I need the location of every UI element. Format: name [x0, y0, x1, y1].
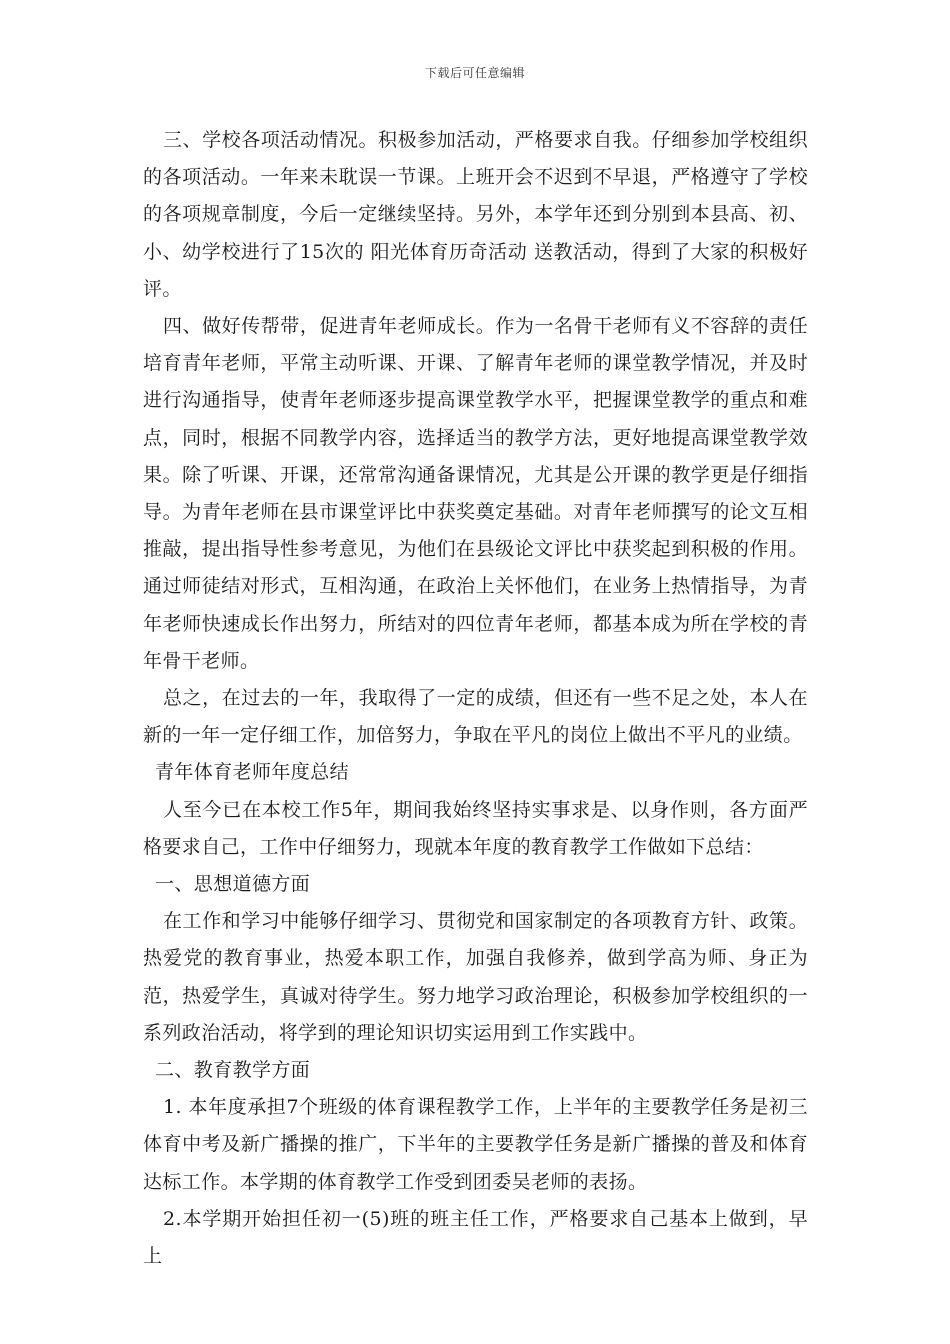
document-body — [143, 122, 808, 1275]
paragraph-intro: 人至今已在本校工作5年，期间我始终坚持实事求是、以身作则，各方面严格要求自己，工作中仔细努力，现就本年度的教育教学工作做如下总结： — [143, 798, 808, 858]
section-heading-ethics: 一、思想道德方面 — [155, 873, 311, 896]
paragraph-teaching-2: 2.本学期开始担任初一(5)班的班主任工作，严格要求自己基本上做到，早上 — [143, 1207, 808, 1268]
paragraph-ethics: 在工作和学习中能够仔细学习、贯彻党和国家制定的各项教育方针、政策。热爱党的教育事业，热爱本职工作，加强自我修养，做到学高为师、身正为范，热爱学生，真诚对待学生。努力地学习政治理论，积极参加学校组织的一系列政治活动，将学到的理论知识切实运用到工作实践中。 — [143, 910, 808, 1044]
paragraph-teaching-1: 1. 本年度承担7个班级的体育课程教学工作，上半年的主要教学任务是初三体育中考及新广播操的推广，下半年的主要教学任务是新广播操的普及和体育达标工作。本学期的体育教学工作受到团委吴老师的表扬。 — [143, 1096, 808, 1193]
paragraph-mentoring: 四、做好传帮带，促进青年老师成长。作为一名骨干老师有义不容辞的责任培育青年老师，平常主动听课、开课、了解青年老师的课堂教学情况，并及时进行沟通指导，使青年老师逐步提高课堂教学水平，把握课堂教学的重点和难点，同时，根据不同教学内容，选择适当的教学方法，更好地提高课堂教学效果。除了听课、开课，还常常沟通备课情况，尤其是公开课的教学更是仔细指导。为青年老师在县市课堂评比中获奖奠定基础。对青年老师撰写的论文互相推敲，提出指导性参考意见，为他们在县级论文评比中获奖起到积极的作用。通过师徒结对形式，互相沟通，在政治上关怀他们，在业务上热情指导，为青年老师快速成长作出努力，所结对的四位青年老师，都基本成为所在学校的青年骨干老师。 — [143, 315, 808, 672]
paragraph-conclusion: 总之，在过去的一年，我取得了一定的成绩，但还有一些不足之处，本人在新的一年一定仔细工作，加倍努力，争取在平凡的岗位上做出不平凡的业绩。 — [143, 687, 808, 747]
section-heading-teaching: 二、教育教学方面 — [155, 1059, 311, 1082]
document-title: 青年体育老师年度总结 — [155, 761, 350, 784]
page-header-note: 下载后可任意编辑 — [424, 66, 525, 80]
paragraph-school-activities: 三、学校各项活动情况。积极参加活动，严格要求自我。仔细参加学校组织的各项活动。一年来未耽误一节课。上班开会不迟到不早退，严格遵守了学校的各项规章制度，今后一定继续坚持。另外，本学年还到分别到本县高、初、小、幼学校进行了15次的 阳光体育历奇活动 送教活动，得到了大家的积极好评。 — [143, 129, 808, 300]
